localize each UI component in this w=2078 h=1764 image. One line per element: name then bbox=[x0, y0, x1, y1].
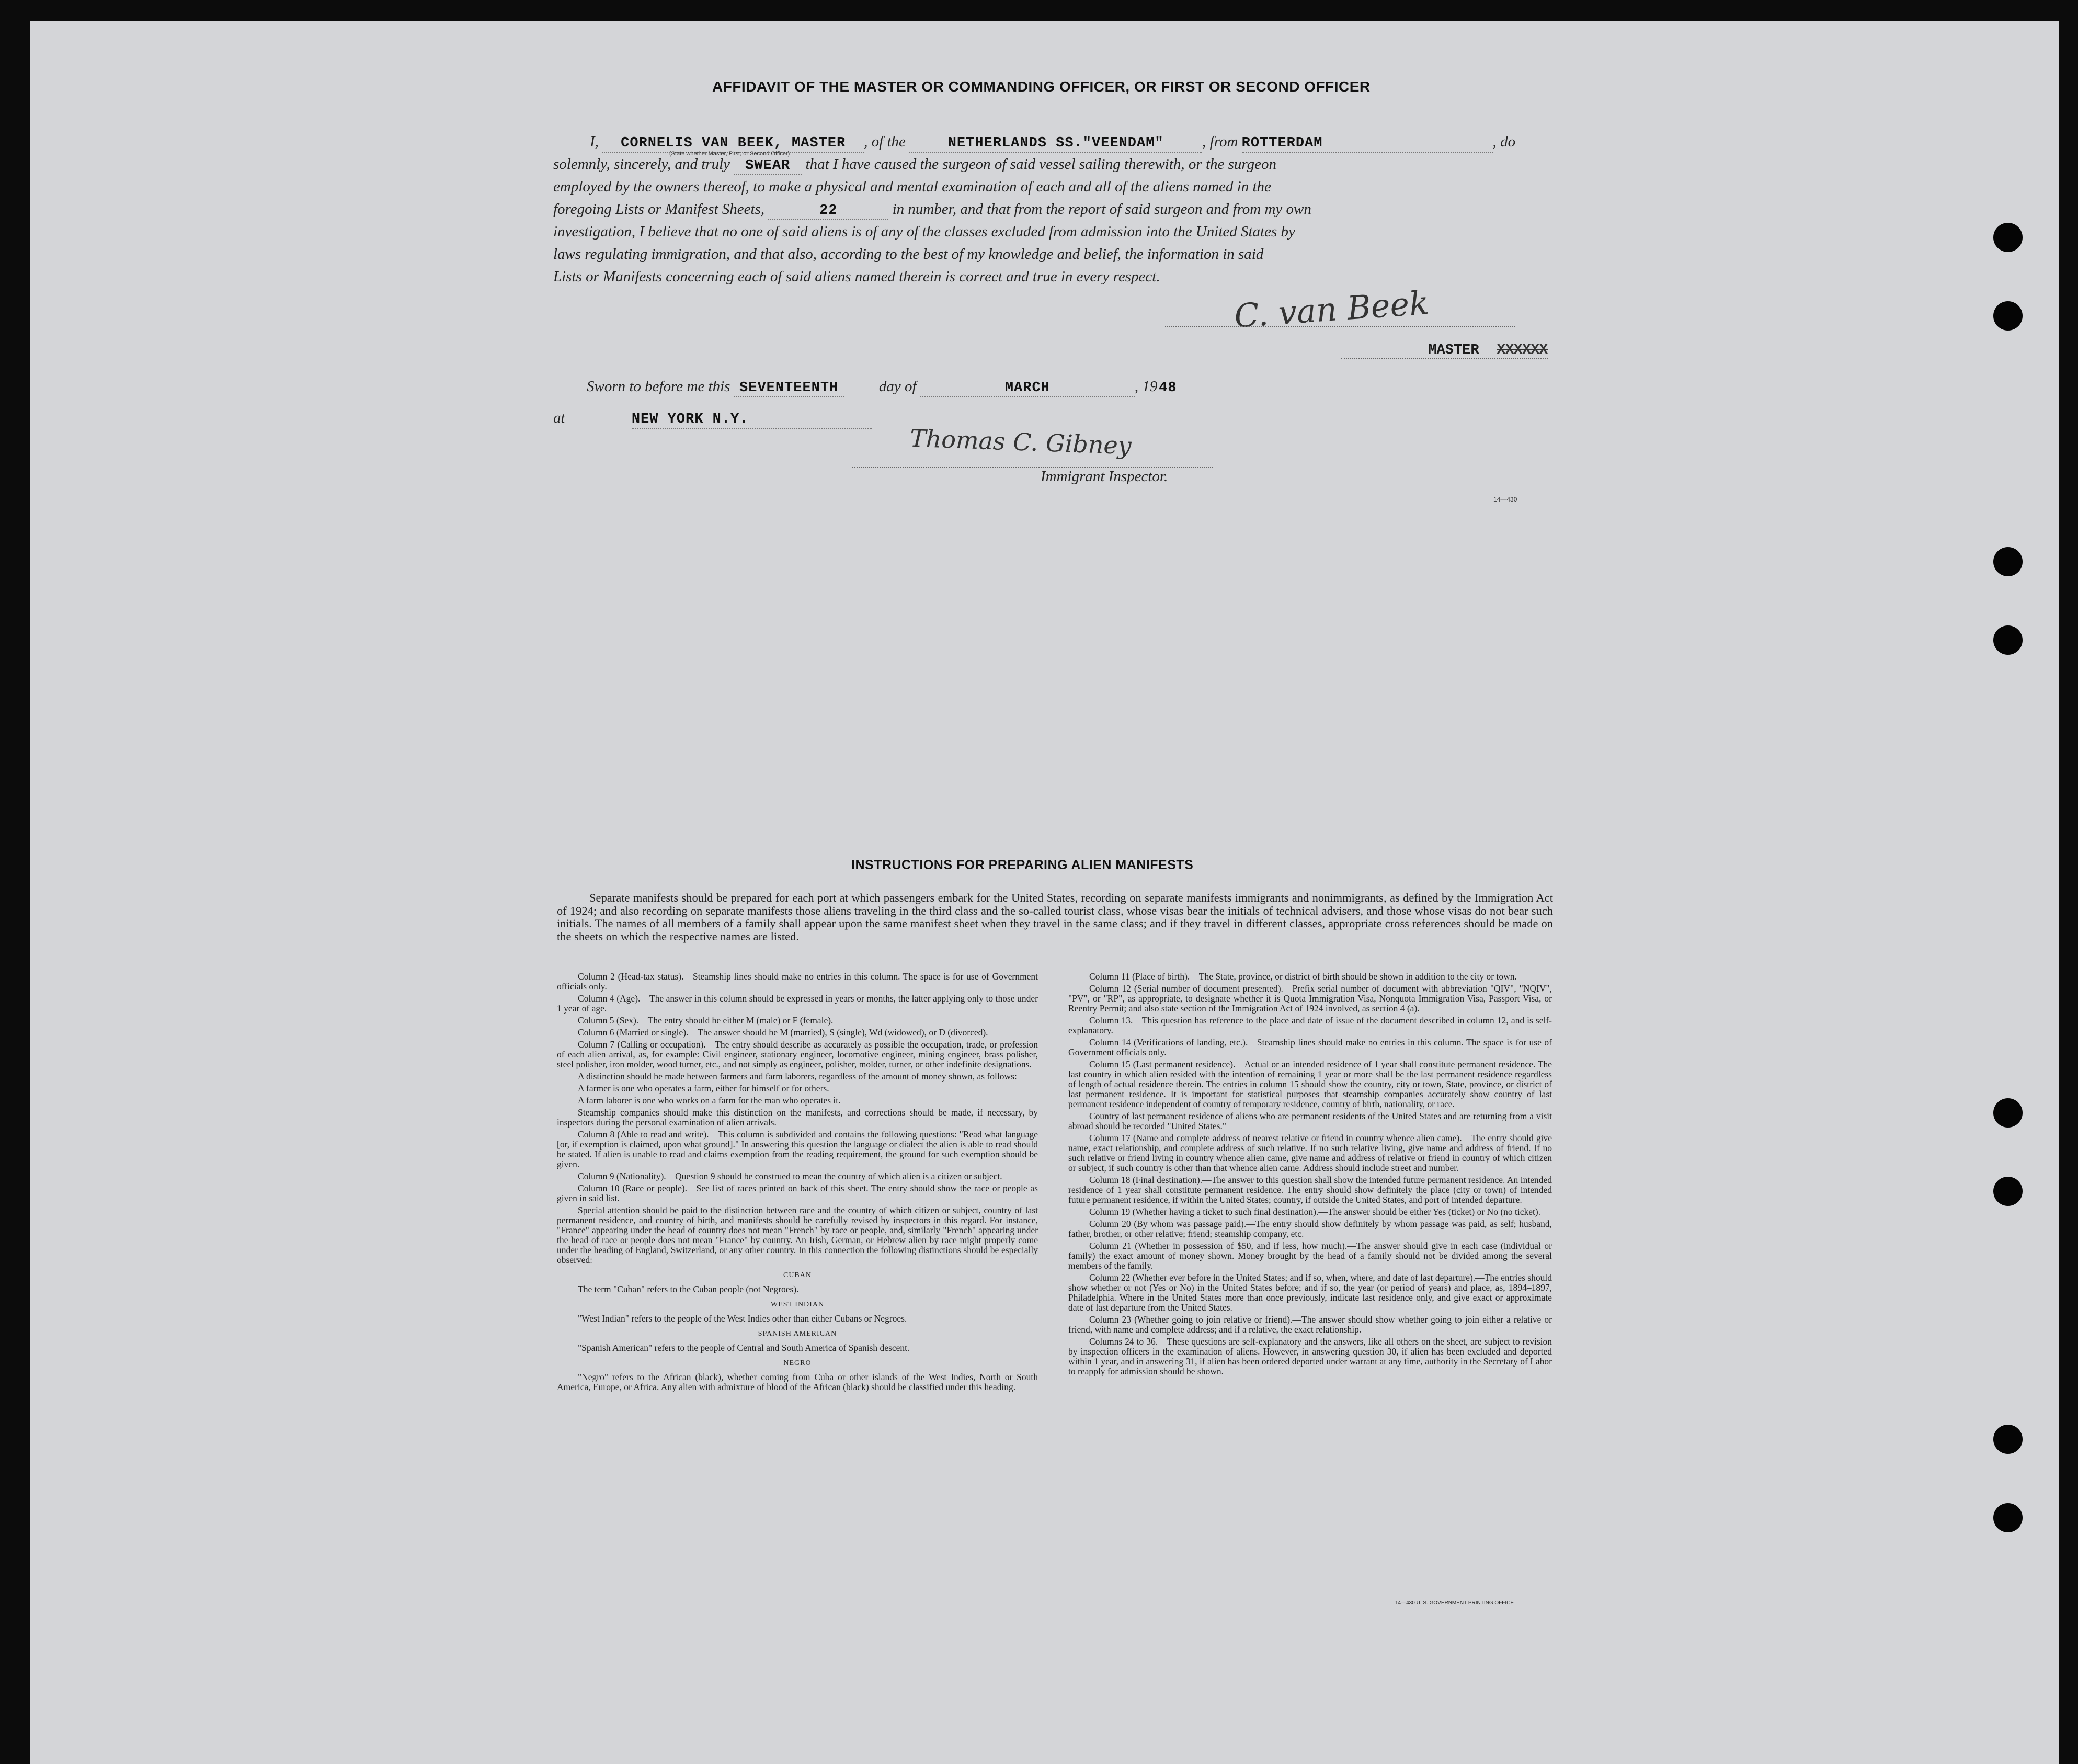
instructions-right-column bbox=[1068, 972, 1552, 1379]
punch-hole bbox=[1993, 301, 2023, 331]
instruction-paragraph: Column 20 (By whom was passage paid).—The entry should show definitely by whom passage was paid, as self; husband, father, brother, or other relative; friend; steamship company, etc. bbox=[1068, 1219, 1552, 1239]
officer-title-line bbox=[1341, 343, 1548, 359]
affidavit-line-7: Lists or Manifests concerning each of said aliens named therein is correct and true in every respect. bbox=[553, 268, 1160, 285]
punch-hole bbox=[1993, 1503, 2023, 1532]
sworn-day: SEVENTEENTH bbox=[734, 380, 844, 397]
sworn-line: Sworn to before me this SEVENTEENTH day of MARCH , 19 48 bbox=[553, 375, 1547, 398]
instruction-paragraph: Column 19 (Whether having a ticket to such final destination).—The answer should be either Yes (ticket) or No (no ticket). bbox=[1089, 1207, 1541, 1217]
instructions-intro: Separate manifests should be prepared for each port at which passengers embark for the United States, recording on separate manifests immigrants and nonimmigrants, as defined by the Immigration Act of 1924; and also recording on separate manifests those aliens traveling in the third class and the so-called tourist class, whose visas bear the initials of technical advisers, and those whose visas do not bear such initials. The names of all members of a family shall appear upon the same manifest sheet when they travel in the same class; and if they travel in different classes, appropriate cross references should be made on the sheets on which the respective names are listed. bbox=[557, 891, 1553, 943]
instruction-paragraph: Column 6 (Married or single).—The answer should be M (married), S (single), Wd (widowed), or D (divorced). bbox=[578, 1027, 988, 1038]
signature-line bbox=[1165, 326, 1515, 327]
instruction-paragraph: Special attention should be paid to the distinction between race and the country of which citizen or subject, country of last permanent residence, and country of birth, and manifests should be carefully revised by inspectors in this regard. For instance, "France" appearing under the head of country does not mean "French" by race or people, and, similarly "French" appearing under the head of race or people does not mean "France" by country. An Irish, German, or Hebrew alien by race might properly come under the heading of England, Switzerland, or any other country. In this connection the following distinctions should be especially observed: bbox=[557, 1205, 1038, 1265]
instruction-paragraph: "Spanish American" refers to the people of Central and South America of Spanish descent. bbox=[578, 1342, 910, 1353]
instructions-title: INSTRUCTIONS FOR PREPARING ALIEN MANIFESTS bbox=[851, 858, 1194, 872]
section-heading-negro: NEGRO bbox=[783, 1359, 812, 1367]
instructions-left-column bbox=[557, 972, 1038, 1394]
sworn-month: MARCH bbox=[920, 380, 1135, 397]
punch-hole bbox=[1993, 223, 2023, 252]
instruction-paragraph: A farmer is one who operates a farm, either for himself or for others. bbox=[578, 1083, 829, 1094]
instruction-paragraph: Column 14 (Verifications of landing, etc.).—Steamship lines should make no entries in this column. The space is for use of Government officials only. bbox=[1068, 1037, 1552, 1057]
affidavit-line-3: employed by the owners thereof, to make a physical and mental examination of each and all of the aliens named in the bbox=[553, 178, 1271, 195]
inspector-title: Immigrant Inspector. bbox=[1041, 468, 1168, 485]
affidavit-line-1: I, CORNELIS VAN BEEK, MASTER , of the NETHERLANDS SS."VEENDAM" , from ROTTERDAM , do bbox=[553, 131, 1547, 153]
instruction-paragraph: Column 17 (Name and complete address of nearest relative or friend in country whence alien came).—The entry should give name, exact relationship, and complete address of such relative. If no such relative living, give name and address of friend. If no such relative or friend living in country whence alien came, give name and address of relative or friend in country of which citizen or subject, if such country is other than that whence alien came. Address should include street and number. bbox=[1068, 1133, 1552, 1173]
instruction-paragraph: Column 15 (Last permanent residence).—Actual or an intended residence of 1 year shall constitute permanent residence. The last country in which alien resided with the intention of remaining 1 year or more shall be the last permanent residence regardless of length of actual residence therein. The entries in column 15 should show the country, city or town, State, province, or district of last permanent residence. It is important for statistical purposes that steamship companies accurately show country of last permanent residence independent of country of temporary residence, country of birth, nationality, or race. bbox=[1068, 1059, 1552, 1109]
printing-office-footer: 14—430 U. S. GOVERNMENT PRINTING OFFICE bbox=[1395, 1600, 1514, 1606]
instruction-paragraph: Column 2 (Head-tax status).—Steamship lines should make no entries in this column. The space is for use of Government officials only. bbox=[557, 971, 1038, 992]
instruction-paragraph: Column 4 (Age).—The answer in this column should be expressed in years or months, the latter applying only to those under 1 year of age. bbox=[557, 993, 1038, 1014]
instruction-paragraph: Column 22 (Whether ever before in the United States; and if so, when, where, and date of last departure).—The entries should show whether or not (Yes or No) in the United States before; and if so, the year (or period of years) and place, as, 1894–1897, Philadelphia. Where in the United States more than once previously, indicate last residence only, and give exact or approximate date of last departure from the United States. bbox=[1068, 1272, 1552, 1313]
affidavit-line-5: investigation, I believe that no one of said aliens is of any of the classes excluded from admission into the United States by bbox=[553, 223, 1295, 240]
instruction-paragraph: Column 23 (Whether going to join relative or friend).—The answer should show whether going to join either a relative or friend, with name and complete address; and if a relative, the exact relationship. bbox=[1068, 1314, 1552, 1335]
master-name: CORNELIS VAN BEEK, MASTER bbox=[602, 135, 864, 153]
instruction-paragraph: "Negro" refers to the African (black), whether coming from Cuba or other islands of the West Indies, North or South America, Europe, or Africa. Any alien with admixture of blood of the African (black) should be classified under this heading. bbox=[557, 1372, 1038, 1392]
punch-hole bbox=[1993, 547, 2023, 576]
punch-hole bbox=[1993, 625, 2023, 655]
instruction-paragraph: The term "Cuban" refers to the Cuban people (not Negroes). bbox=[578, 1284, 799, 1294]
sworn-place: NEW YORK N.Y. bbox=[632, 411, 872, 429]
section-heading-cuban: CUBAN bbox=[783, 1271, 812, 1279]
struck-title: XXXXXX bbox=[1497, 343, 1548, 358]
officer-title: MASTER bbox=[1428, 343, 1479, 358]
instruction-paragraph: Column 18 (Final destination).—The answer to this question shall show the intended future permanent residence. An intended residence of 1 year shall constitute permanent residence. The entry should show definitely the place (city or town) of intended future permanent residence, if within the United States; country, if outside the United States, and port of intended departure. bbox=[1068, 1175, 1552, 1205]
instruction-paragraph: Column 10 (Race or people).—See list of races printed on back of this sheet. The entry should show the race or people as given in said list. bbox=[557, 1183, 1038, 1203]
punch-hole bbox=[1993, 1098, 2023, 1128]
inspector-signature: Thomas C. Gibney bbox=[909, 424, 1132, 460]
sheet-count: 22 bbox=[768, 202, 888, 220]
punch-hole bbox=[1993, 1177, 2023, 1206]
instruction-paragraph: A farm laborer is one who works on a farm for the man who operates it. bbox=[578, 1095, 841, 1106]
affidavit-line-2: solemnly, sincerely, and truly SWEAR that I have caused the surgeon of said vessel sailing therewith, or the surgeon bbox=[553, 153, 1547, 176]
vessel-name: NETHERLANDS SS."VEENDAM" bbox=[909, 135, 1202, 153]
instruction-paragraph: A distinction should be made between farmers and farm laborers, regardless of the amount of money shown, as follows: bbox=[578, 1071, 1017, 1082]
instruction-paragraph: Column 8 (Able to read and write).—This column is subdivided and contains the following questions: "Read what language [or, if exemption is claimed, upon what ground]." In answering this question the language or dialect the alien is able to read should be stated. If alien is unable to read and claims exemption from the reading requirement, the ground for such exemption should be given. bbox=[557, 1129, 1038, 1169]
instruction-paragraph: Column 7 (Calling or occupation).—The entry should describe as accurately as possible the occupation, trade, or profession of each alien arrival, as, for example: Civil engineer, stationary engineer, locomotive engineer, mining engineer, brass polisher, steel polisher, iron molder, wood turner, etc., and not simply as engineer, polisher, molder, turner, or other indefinite designations. bbox=[557, 1039, 1038, 1069]
affidavit-line-6: laws regulating immigration, and that also, according to the best of my knowledge and belief, the information in said bbox=[553, 246, 1264, 263]
section-heading-spanish-american: SPANISH AMERICAN bbox=[758, 1330, 837, 1338]
instruction-paragraph: Columns 24 to 36.—These questions are self-explanatory and the answers, like all others on the sheet, are subject to revision by inspection officers in the examination of aliens. However, in answering question 30, if alien has been excluded and deported within 1 year, and in answering 31, if alien has been ordered deported under warrant at any time, authority in the Secretary of Labor to reapply for admission should be shown. bbox=[1068, 1336, 1552, 1376]
punch-hole bbox=[1993, 1425, 2023, 1454]
sworn-year: 48 bbox=[1159, 380, 1177, 396]
instruction-paragraph: Column 9 (Nationality).—Question 9 should be construed to mean the country of which alien is a citizen or subject. bbox=[578, 1171, 1002, 1181]
master-signature: C. van Beek bbox=[1232, 283, 1430, 335]
section-heading-west-indian: WEST INDIAN bbox=[770, 1301, 825, 1308]
instruction-paragraph: "West Indian" refers to the people of the West Indies other than either Cubans or Negroes. bbox=[578, 1313, 907, 1324]
form-number: 14—430 bbox=[1493, 496, 1517, 503]
instruction-paragraph: Column 11 (Place of birth).—The State, province, or district of birth should be shown in addition to the city or town. bbox=[1089, 971, 1517, 982]
officer-rank-note: (State whether Master, First, or Second Officer) bbox=[669, 151, 790, 157]
instruction-paragraph: Column 12 (Serial number of document presented).—Prefix serial number of document with abbreviation "QIV", "NQIV", "PV", or "RP", as appropriate, to designate whether it is Quota Immigration Visa, Nonquota Immigration Visa, Passport Visa, or Reentry Permit; and also state section of the Immigration Act of 1924 involved, as section 4 (a). bbox=[1068, 983, 1552, 1014]
instruction-paragraph: Steamship companies should make this distinction on the manifests, and corrections should be made, if necessary, by inspectors during the personal examination of alien arrivals. bbox=[557, 1107, 1038, 1128]
affidavit-line-4: foregoing Lists or Manifest Sheets, 22 in number, and that from the report of said surgeon and from my own bbox=[553, 198, 1547, 221]
instruction-paragraph: Column 13.—This question has reference to the place and date of issue of the document described in column 12, and is self-explanatory. bbox=[1068, 1015, 1552, 1035]
sworn-place-line: at NEW YORK N.Y. bbox=[553, 407, 1547, 429]
instruction-paragraph: Country of last permanent residence of aliens who are permanent residents of the United States and are returning from a visit abroad should be recorded "United States." bbox=[1068, 1111, 1552, 1131]
oath-word: SWEAR bbox=[734, 157, 802, 175]
instruction-paragraph: Column 21 (Whether in possession of $50, and if less, how much).—The answer should give in each case (individual or family) the exact amount of money shown. Money brought by the head of a family should not be divided among the several members of the family. bbox=[1068, 1241, 1552, 1271]
affidavit-title: AFFIDAVIT OF THE MASTER OR COMMANDING OFFICER, OR FIRST OR SECOND OFFICER bbox=[712, 78, 1371, 95]
departure-port: ROTTERDAM bbox=[1242, 135, 1493, 153]
instruction-paragraph: Column 5 (Sex).—The entry should be either M (male) or F (female). bbox=[578, 1015, 834, 1026]
